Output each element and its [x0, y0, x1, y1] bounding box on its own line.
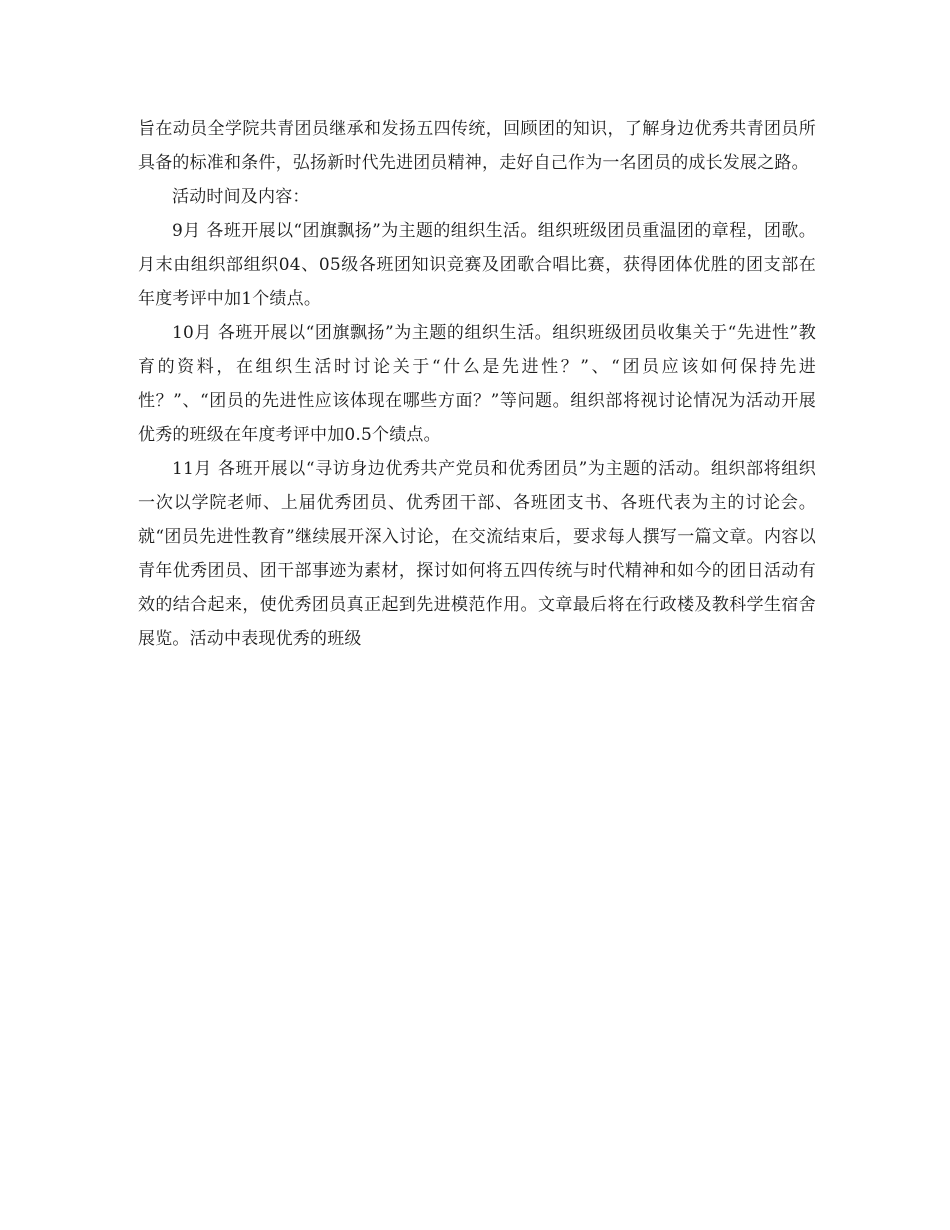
october-paragraph: 10月 各班开展以“团旗飘扬”为主题的组织生活。组织班级团员收集关于“先进性”教育的资料，在组织生活时讨论关于“什么是先进性？”、“团员应该如何保持先进性？”、“团员的先进性应该体现在哪些方面？”等问题。组织部将视讨论情况为活动开展优秀的班级在年度考评中加0.5个绩点。 [138, 323, 816, 445]
november-paragraph: 11月 各班开展以“寻访身边优秀共产党员和优秀团员”为主题的活动。组织部将组织一次以学院老师、上届优秀团员、优秀团干部、各班团支书、各班代表为主的讨论会。就“团员先进性教育”继续展开深入讨论，在交流结束后，要求每人撰写一篇文章。内容以青年优秀团员、团干部事迹为素材，探讨如何将五四传统与时代精神和如今的团日活动有效的结合起来，使优秀团员真正起到先进模范作用。文章最后将在行政楼及教科学生宿舍展览。活动中表现优秀的班级 [138, 459, 816, 649]
intro-paragraph: 旨在动员全学院共青团员继承和发扬五四传统，回顾团的知识，了解身边优秀共青团员所具备的标准和条件，弘扬新时代先进团员精神，走好自己作为一名团员的成长发展之路。 [138, 119, 816, 173]
document-body [138, 112, 816, 656]
september-paragraph: 9月 各班开展以“团旗飘扬”为主题的组织生活。组织班级团员重温团的章程，团歌。月末由组织部组织04、05级各班团知识竞赛及团歌合唱比赛，获得团体优胜的团支部在年度考评中加1个绩点。 [138, 221, 816, 309]
activity-heading: 活动时间及内容： [172, 187, 310, 207]
